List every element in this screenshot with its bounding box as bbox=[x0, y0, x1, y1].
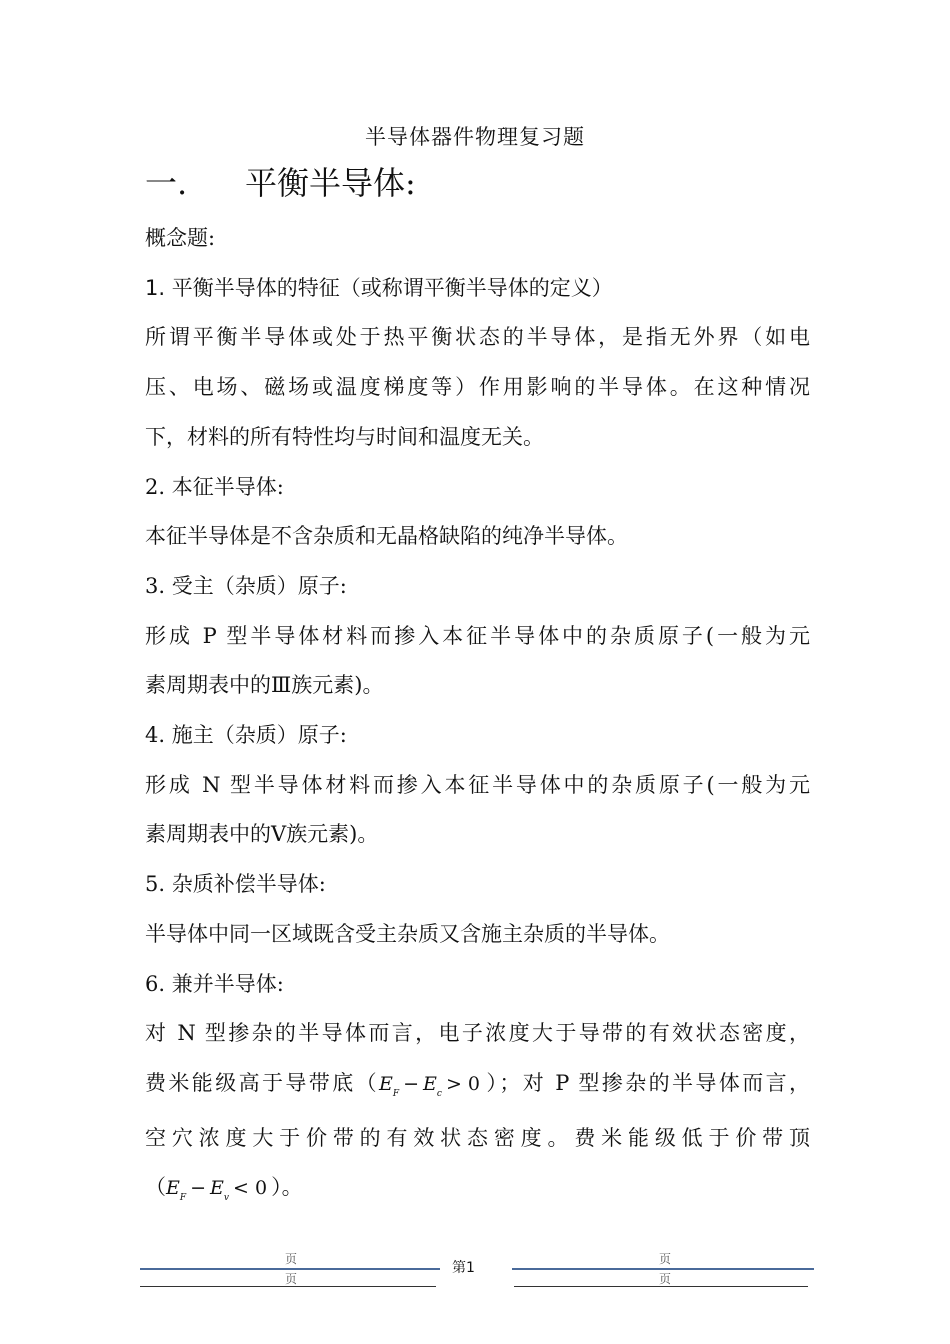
question-5-title: 5. 杂质补偿半导体: bbox=[145, 872, 326, 897]
question-2-title: 2. 本征半导体: bbox=[145, 474, 284, 499]
section-title: 平衡半导体: bbox=[245, 164, 416, 202]
question-1-answer-line: 所谓平衡半导体或处于热平衡状态的半导体，是指无外界（如电 bbox=[145, 325, 810, 350]
question-4-answer-line: 素周期表中的Ⅴ族元素)。 bbox=[145, 822, 379, 847]
section-heading bbox=[145, 158, 416, 204]
question-3-answer-line: 形成 P 型半导体材料而掺入本征半导体中的杂质原子(一般为元 bbox=[145, 623, 810, 648]
question-6-answer-line bbox=[145, 1059, 810, 1114]
formula-symbol: E bbox=[379, 1072, 393, 1095]
formula-symbol: E bbox=[166, 1177, 180, 1200]
question-6-answer-line: 空穴浓度大于价带的有效状态密度。费米能级低于价带顶 bbox=[145, 1125, 810, 1150]
formula-relation: > 0 bbox=[445, 1072, 481, 1095]
question-1-answer-line: 下，材料的所有特性均与时间和温度无关。 bbox=[145, 424, 544, 449]
formula-operator: − bbox=[403, 1072, 420, 1095]
formula-fermi-below-valence bbox=[166, 1164, 271, 1218]
question-3-answer-line: 素周期表中的Ⅲ族元素)。 bbox=[145, 673, 384, 698]
document-body bbox=[145, 214, 810, 1218]
footer-glyph: 页 bbox=[659, 1272, 672, 1286]
question-1-title: 1. 平衡半导体的特征（或称谓平衡半导体的定义） bbox=[145, 275, 613, 300]
formula-subscript: c bbox=[436, 1088, 442, 1099]
footer-glyph: 页 bbox=[285, 1252, 298, 1266]
question-6-text: ）。 bbox=[271, 1175, 303, 1200]
footer-glyph: 页 bbox=[659, 1252, 672, 1266]
formula-fermi-above-conduction bbox=[379, 1060, 484, 1114]
question-1-answer-line: 压、电场、磁场或温度梯度等）作用影响的半导体。在这种情况 bbox=[145, 375, 810, 400]
section-number: 一. bbox=[145, 164, 188, 202]
formula-subscript: F bbox=[179, 1193, 187, 1204]
formula-symbol: E bbox=[210, 1177, 224, 1200]
question-6-answer-line: 对 N 型掺杂的半导体而言，电子浓度大于导带的有效状态密度， bbox=[145, 1021, 810, 1046]
question-2-answer: 本征半导体是不含杂质和无晶格缺陷的纯净半导体。 bbox=[145, 524, 628, 549]
question-5-answer: 半导体中同一区域既含受主杂质又含施主杂质的半导体。 bbox=[145, 921, 670, 946]
page-number: 第1 bbox=[452, 1260, 475, 1276]
formula-subscript: F bbox=[392, 1088, 400, 1099]
formula-operator: − bbox=[190, 1177, 207, 1200]
question-3-title: 3. 受主（杂质）原子: bbox=[145, 573, 347, 598]
question-4-title: 4. 施主（杂质）原子: bbox=[145, 723, 347, 748]
footer-glyph: 页 bbox=[285, 1272, 298, 1286]
question-6-title: 6. 兼并半导体: bbox=[145, 971, 284, 996]
question-6-text: ）；对 P 型掺杂的半导体而言， bbox=[484, 1070, 811, 1095]
formula-relation: < 0 bbox=[233, 1177, 268, 1200]
intro-label: 概念题: bbox=[145, 226, 216, 250]
question-6-text: 费米能级高于导带底（ bbox=[145, 1070, 379, 1095]
question-6-text: （ bbox=[145, 1175, 166, 1200]
question-6-answer-line bbox=[145, 1163, 810, 1218]
question-4-answer-line: 形成 N 型半导体材料而掺入本征半导体中的杂质原子(一般为元 bbox=[145, 772, 810, 797]
document-title: 半导体器件物理复习题 bbox=[365, 125, 585, 149]
formula-subscript: v bbox=[223, 1193, 230, 1204]
formula-symbol: E bbox=[423, 1072, 437, 1095]
